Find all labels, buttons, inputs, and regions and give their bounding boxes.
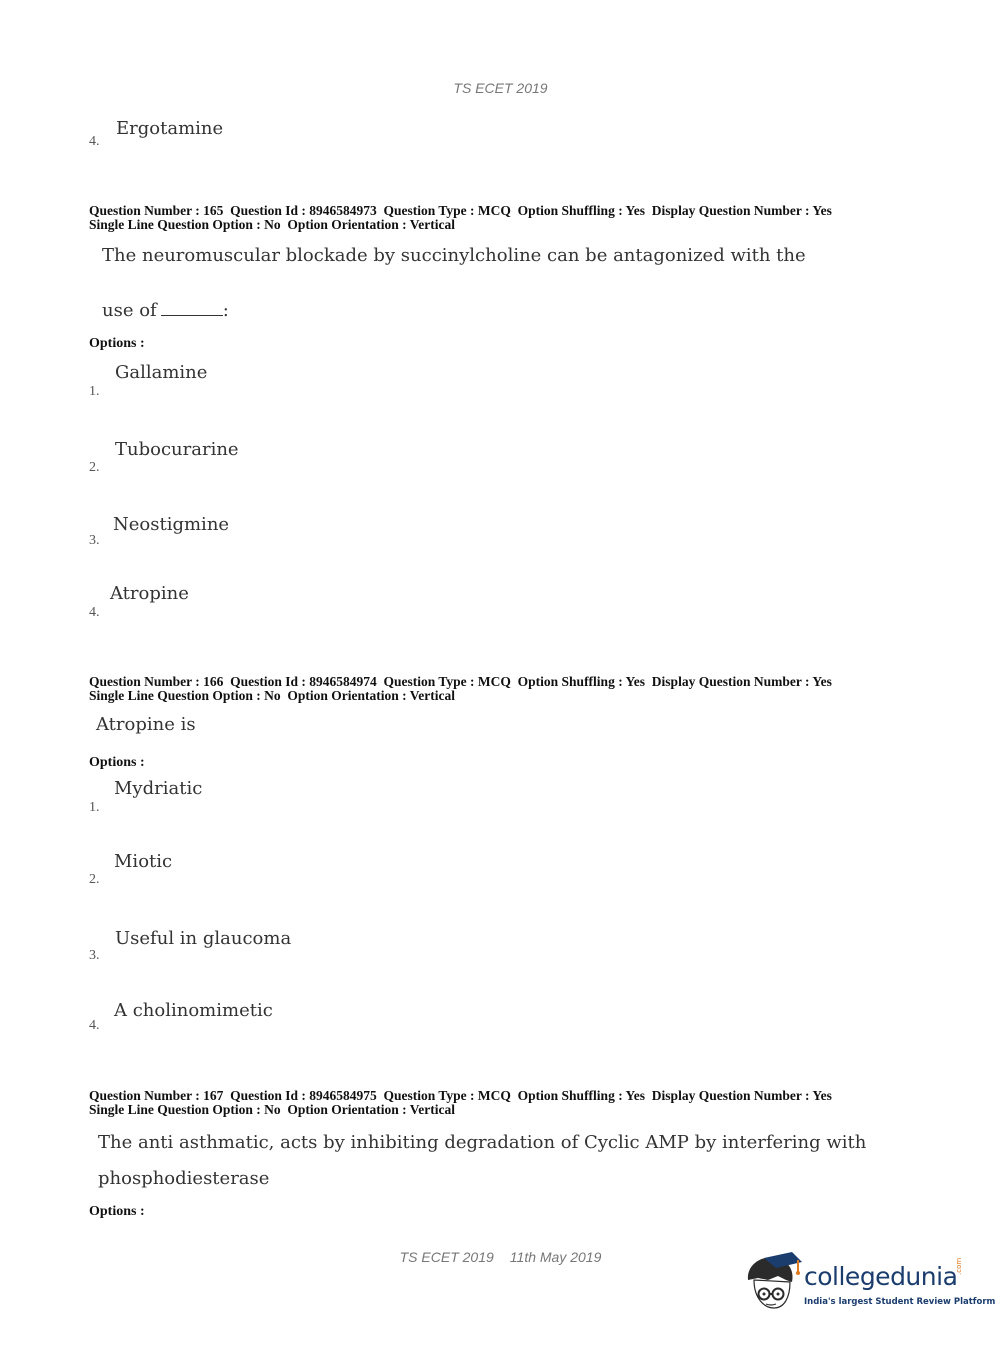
question-text-166: Atropine is: [96, 714, 196, 735]
question-text-165-line2: [102, 300, 229, 321]
question-text-167-line2: phosphodiesterase: [98, 1168, 270, 1189]
option-text: A cholinomimetic: [114, 1000, 273, 1021]
meta-line-1: Question Number : 166 Question Id : 8946584974 Question Type : MCQ Option Shuffling : Yes Display Question Number : Yes: [89, 674, 832, 689]
option-number: 1.: [89, 800, 100, 815]
option-text: Neostigmine: [113, 514, 230, 535]
question-text-165-lead: use of: [102, 300, 157, 321]
answer-blank: [161, 301, 223, 316]
question-meta-166: [89, 675, 832, 703]
options-label-166: Options :: [89, 755, 145, 770]
page-header: TS ECET 2019: [453, 80, 548, 96]
student-mascot-icon: [742, 1250, 804, 1312]
option-text: Tubocurarine: [115, 439, 239, 460]
meta-line-2: Single Line Question Option : No Option Orientation : Vertical: [89, 217, 456, 232]
question-text-165-line1: The neuromuscular blockade by succinylcholine can be antagonized with the: [102, 245, 806, 266]
meta-line-2: Single Line Question Option : No Option Orientation : Vertical: [89, 1102, 456, 1117]
option-number: 2.: [89, 460, 100, 475]
option-number: 3.: [89, 948, 100, 963]
question-text-165-tail: :: [222, 300, 229, 321]
meta-line-1: Question Number : 167 Question Id : 8946584975 Question Type : MCQ Option Shuffling : Yes Display Question Number : Yes: [89, 1088, 832, 1103]
question-meta-165: [89, 204, 832, 232]
option-number: 4.: [89, 605, 100, 620]
question-meta-167: [89, 1089, 832, 1117]
meta-line-1: Question Number : 165 Question Id : 8946584973 Question Type : MCQ Option Shuffling : Yes Display Question Number : Yes: [89, 203, 832, 218]
footer-date: 11th May 2019: [509, 1249, 602, 1265]
option-text: Mydriatic: [114, 778, 203, 799]
brand-domain: .com: [955, 1257, 963, 1275]
options-label-165: Options :: [89, 336, 145, 351]
option-number: 4.: [89, 134, 100, 149]
option-number: 2.: [89, 872, 100, 887]
option-text: Useful in glaucoma: [115, 928, 292, 949]
footer-exam: TS ECET 2019: [399, 1249, 494, 1265]
meta-line-2: Single Line Question Option : No Option Orientation : Vertical: [89, 688, 456, 703]
option-number: 1.: [89, 384, 100, 399]
option-text: Gallamine: [115, 362, 208, 383]
option-number: 4.: [89, 1018, 100, 1033]
brand-tagline: India's largest Student Review Platform: [804, 1297, 996, 1307]
option-text: Atropine: [110, 583, 189, 604]
option-number: 3.: [89, 533, 100, 548]
options-label-167: Options :: [89, 1204, 145, 1219]
brand-name: collegedunia: [804, 1262, 958, 1291]
option-text: Miotic: [114, 851, 173, 872]
question-text-167-line1: The anti asthmatic, acts by inhibiting degradation of Cyclic AMP by interfering with: [98, 1132, 867, 1153]
option-text: Ergotamine: [116, 118, 224, 139]
